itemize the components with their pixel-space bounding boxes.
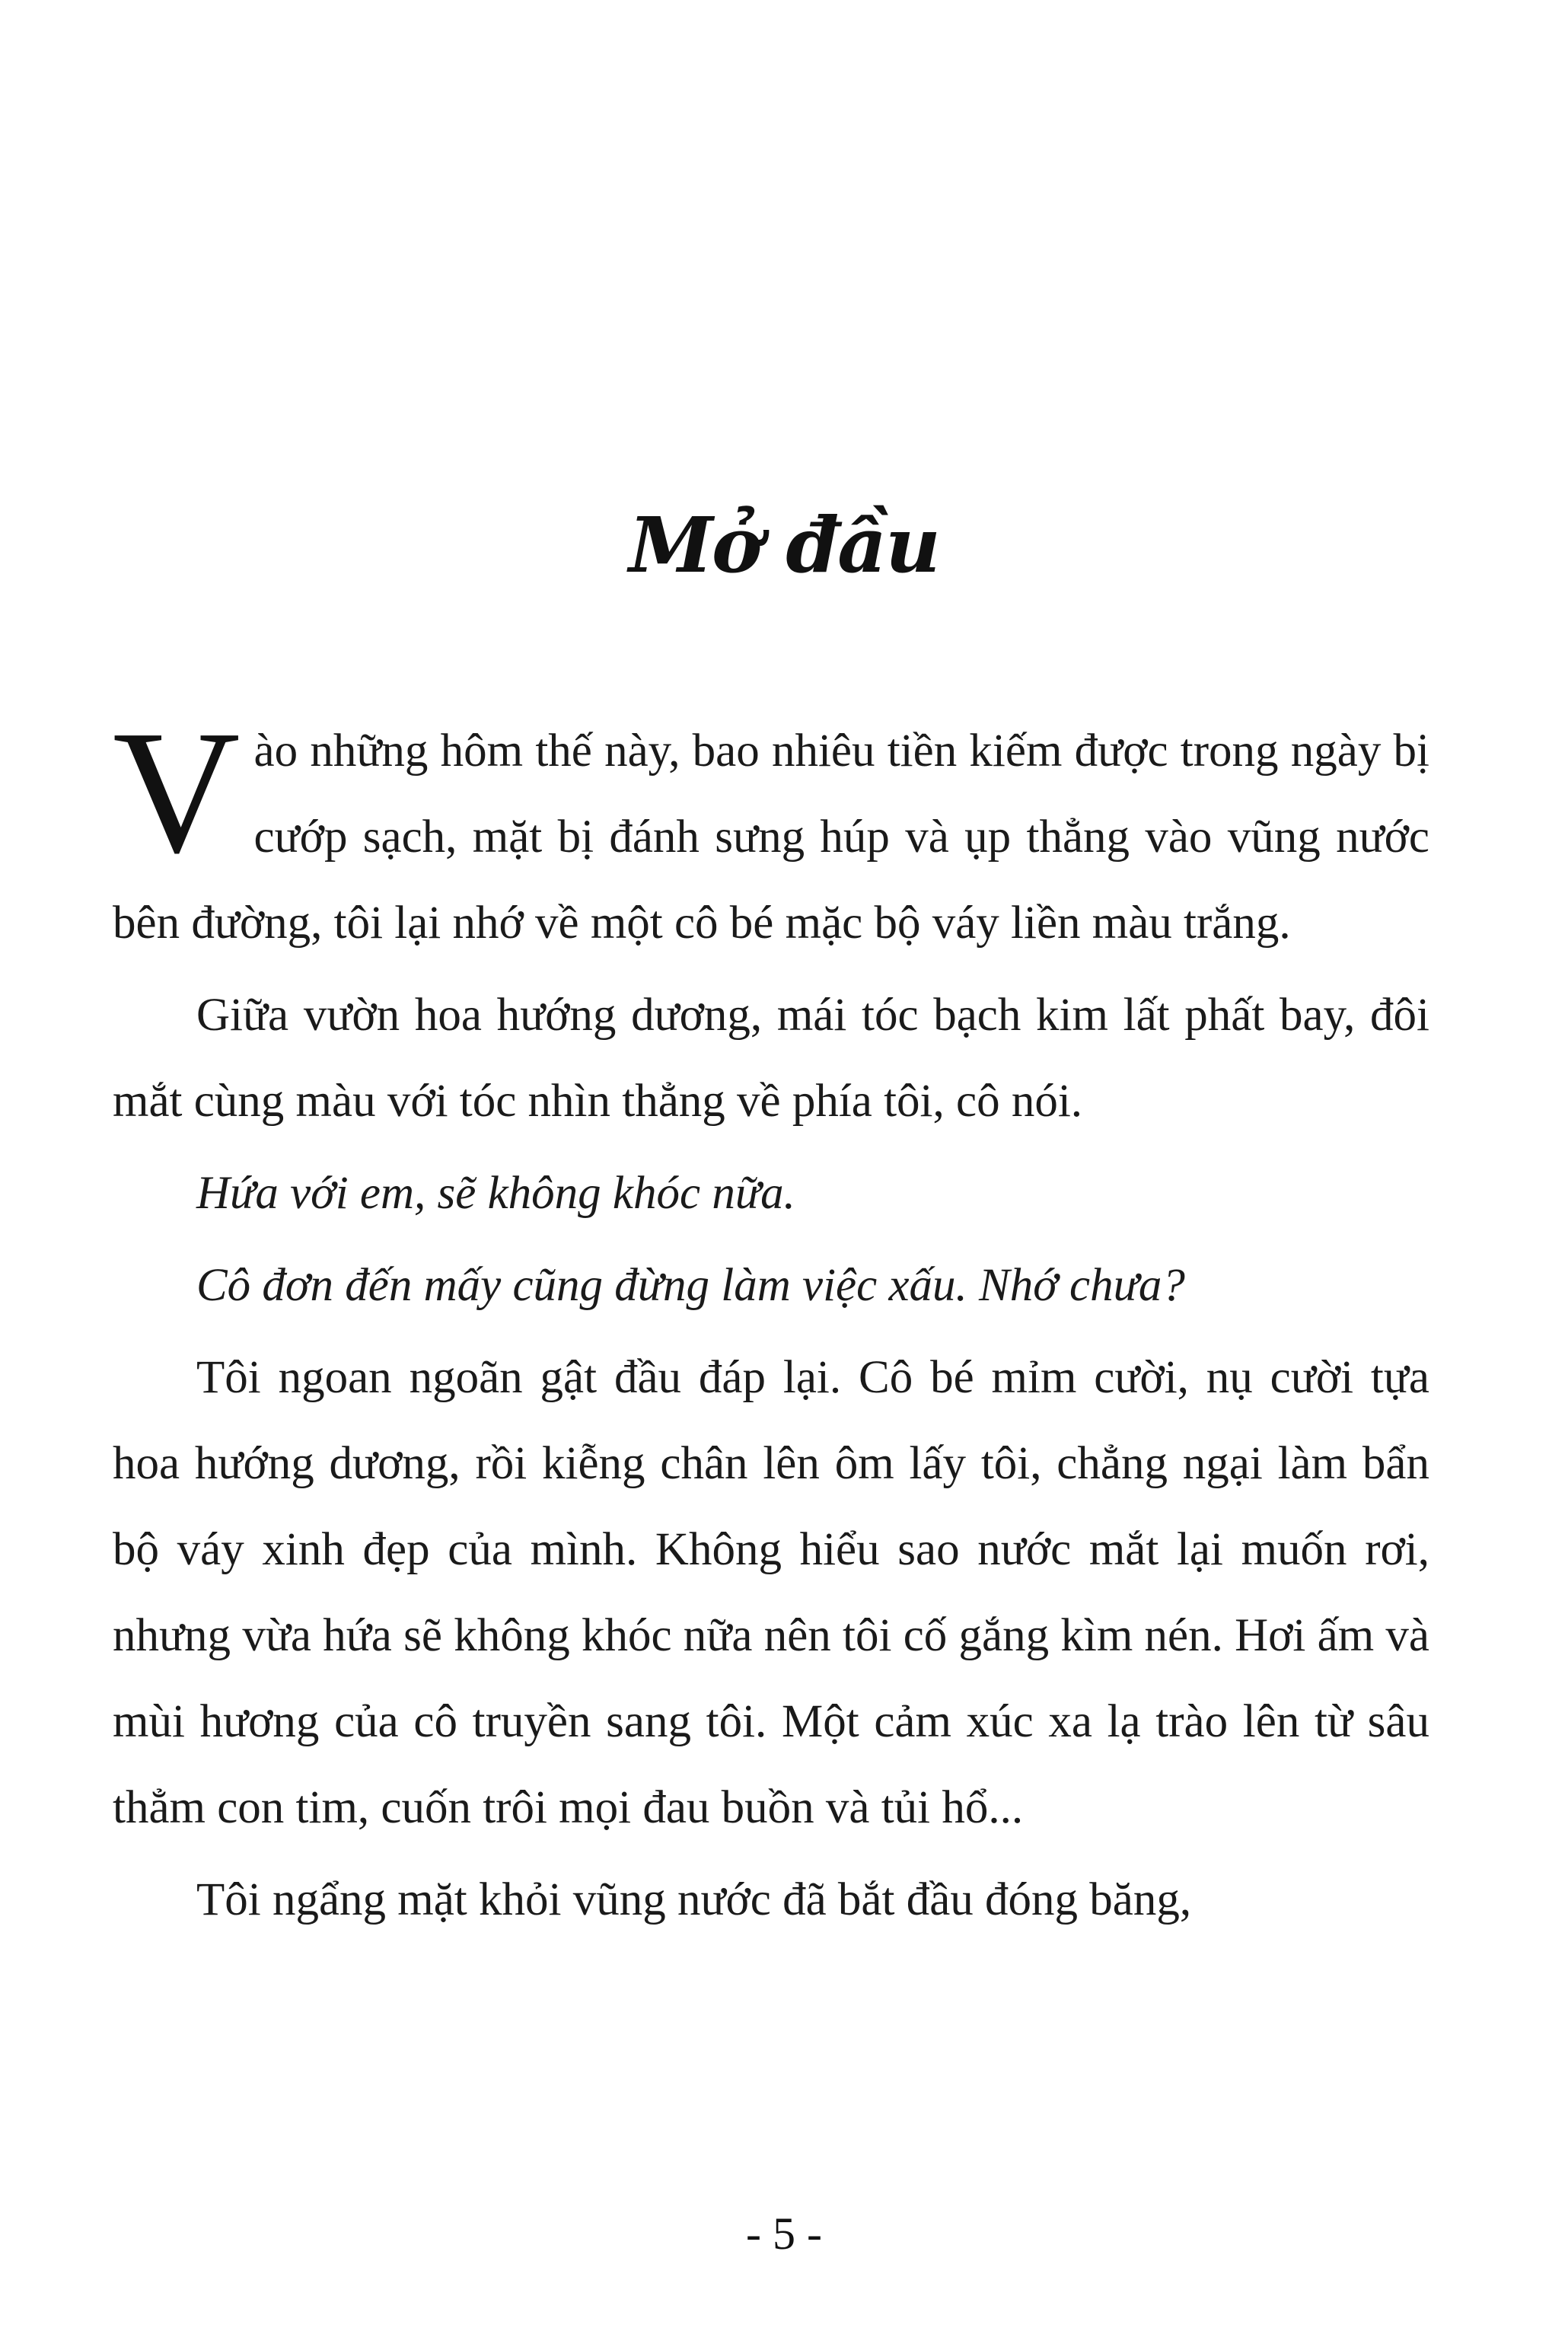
page-number: - 5 - bbox=[746, 2208, 822, 2259]
body-text bbox=[113, 694, 1429, 1949]
paragraph-6: Tôi ngẩng mặt khỏi vũng nước đã bắt đầu đóng băng, bbox=[196, 1874, 1192, 1925]
chapter-title: Mở đầu bbox=[629, 500, 939, 590]
drop-cap: V bbox=[113, 694, 241, 890]
paragraph-1-text: ào những hôm thế này, bao nhiêu tiền kiếm được trong ngày bị cướp sạch, mặt bị đánh sưng húp và ụp thẳng vào vũng nước bên đường, tôi lại nhớ về một cô bé mặc bộ váy liền màu trắng. bbox=[113, 726, 1429, 949]
paragraph-1 bbox=[113, 694, 1429, 966]
paragraph-3-italic: Hứa với em, sẽ không khóc nữa. bbox=[196, 1168, 795, 1219]
paragraph-5: Tôi ngoan ngoãn gật đầu đáp lại. Cô bé mỉm cười, nụ cười tựa hoa hướng dương, rồi kiễng chân lên ôm lấy tôi, chẳng ngại làm bẩn bộ váy xinh đẹp của mình. Không hiểu sao nước mắt lại muốn rơi, nhưng vừa hứa sẽ không khóc nữa nên tôi cố gắng kìm nén. Hơi ấm và mùi hương của cô truyền sang tôi. Một cảm xúc xa lạ trào lên từ sâu thẳm con tim, cuốn trôi mọi đau buồn và tủi hổ... bbox=[113, 1352, 1429, 1833]
paragraph-2: Giữa vườn hoa hướng dương, mái tóc bạch kim lất phất bay, đôi mắt cùng màu với tóc nhìn thẳng về phía tôi, cô nói. bbox=[113, 990, 1429, 1127]
paragraph-4-italic: Cô đơn đến mấy cũng đừng làm việc xấu. Nhớ chưa? bbox=[196, 1260, 1185, 1311]
